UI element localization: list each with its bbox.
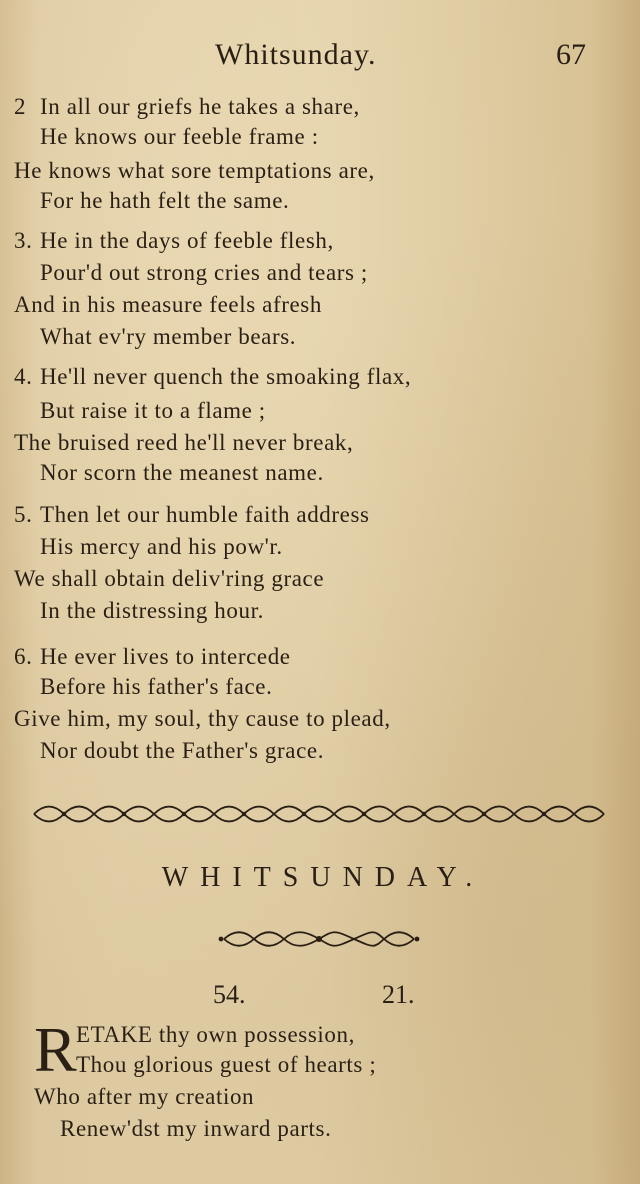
- stanza-line: In the distressing hour.: [40, 598, 264, 623]
- stanza-line: His mercy and his pow'r.: [40, 534, 283, 559]
- stanza-line: Nor doubt the Father's grace.: [40, 738, 325, 763]
- drop-cap: R: [34, 1014, 77, 1085]
- stanza-number: 5.: [14, 502, 33, 527]
- stanza-line: We shall obtain deliv'ring grace: [14, 566, 325, 591]
- tune-number: 21.: [382, 980, 415, 1009]
- stanza-number: 2: [14, 94, 27, 119]
- stanza-number: 6.: [14, 644, 33, 669]
- stanza-number: 4.: [14, 364, 33, 389]
- stanza-line: He in the days of feeble flesh,: [40, 228, 334, 253]
- stanza-line: What ev'ry member bears.: [40, 324, 297, 349]
- page-number: 67: [556, 38, 586, 71]
- stanza-line: In all our griefs he takes a share,: [40, 94, 360, 119]
- stanza-line: Nor scorn the meanest name.: [40, 460, 324, 485]
- stanza-line: Pour'd out strong cries and tears ;: [40, 260, 368, 285]
- stanza-line: He knows our feeble frame :: [40, 124, 319, 149]
- hymn-line: Who after my creation: [34, 1084, 255, 1109]
- stanza-line: He'll never quench the smoaking flax,: [40, 364, 412, 389]
- running-head: [0, 38, 640, 78]
- ornamental-rule-icon: [30, 802, 608, 826]
- hymn-line: ETAKE thy own possession,: [76, 1022, 355, 1047]
- hymn-line: Thou glorious guest of hearts ;: [76, 1052, 377, 1077]
- stanza-line: Then let our humble faith address: [40, 502, 370, 527]
- stanza-line: Give him, my soul, thy cause to plead,: [14, 706, 391, 731]
- stanza-line: And in his measure feels afresh: [14, 292, 322, 317]
- stanza-line: But raise it to a flame ;: [40, 398, 266, 423]
- stanza-line: He knows what sore temptations are,: [14, 158, 375, 183]
- ornament-icon: [218, 928, 420, 950]
- stanza-line: The bruised reed he'll never break,: [14, 430, 354, 455]
- hymn-heading: [0, 980, 640, 1014]
- stanza-line: Before his father's face.: [40, 674, 273, 699]
- running-head-title: Whitsunday.: [215, 38, 377, 71]
- hymn-number: 54.: [213, 980, 246, 1009]
- stanza-line: For he hath felt the same.: [40, 188, 290, 213]
- hymn-line: Renew'dst my inward parts.: [60, 1116, 332, 1141]
- stanza-line: He ever lives to intercede: [40, 644, 291, 669]
- section-title: WHITSUNDAY.: [161, 862, 485, 893]
- stanza-number: 3.: [14, 228, 33, 253]
